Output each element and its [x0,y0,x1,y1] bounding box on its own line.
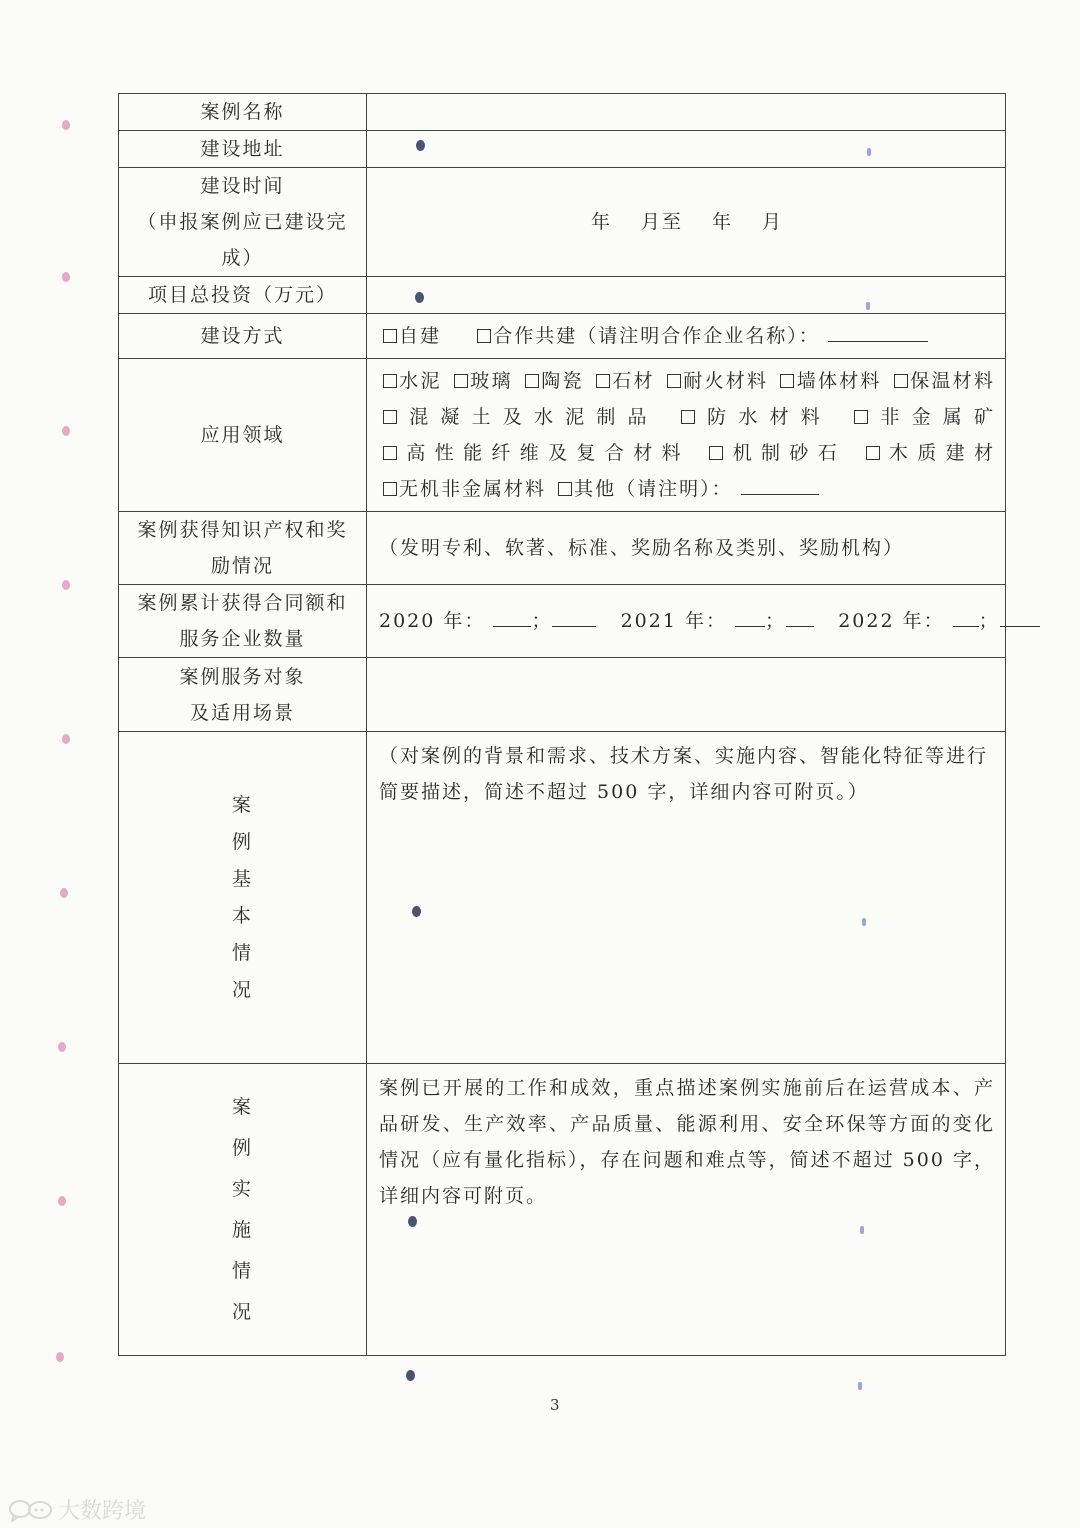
checkbox-icon [780,374,794,388]
checkbox-icon [709,446,723,460]
checkbox-icon [383,410,397,424]
label-contracts-line-1: 案例累计获得合同额和 [137,592,348,614]
label-char: 本 [231,904,253,927]
row-build-time [119,168,1006,277]
option-self-build[interactable]: 自建 [379,325,441,347]
checkbox-icon [596,374,610,388]
option-cement[interactable]: 水泥 [379,370,442,392]
row-build-method [119,314,1006,359]
row-case-name [119,94,1006,131]
label-service-targets-line-2: 及适用场景 [189,701,295,724]
field-build-time[interactable] [367,168,1006,277]
scan-dot [415,292,424,303]
label-ip-awards [119,512,367,585]
watermark [8,1494,146,1525]
label-investment: 项目总投资（万元） [119,277,367,314]
row-investment [119,277,1006,314]
option-refractory[interactable]: 耐火材料 [663,370,768,392]
label-ip-awards-line-2: 励情况 [210,555,274,577]
row-basic-info [119,732,1006,1064]
label-char: 况 [231,978,253,1001]
watermark-text: 大数跨境 [58,1499,147,1524]
punch-mark [60,888,68,898]
checkbox-icon [681,410,695,424]
field-contracts [367,585,1006,658]
option-manufactured-sand[interactable]: 机制砂石 [705,442,846,464]
option-concrete[interactable]: 混凝土及水泥制品 [379,406,659,428]
field-address[interactable] [367,131,1006,168]
option-ceramics[interactable]: 陶瓷 [521,370,584,392]
field-basic-info[interactable]: （对案例的背景和需求、技术方案、实施内容、智能化特征等进行简要描述，简述不超过 500 字，详细内容可附页。） [367,732,1006,1064]
row-service-targets [119,658,1006,732]
option-insulation[interactable]: 保温材料 [890,370,995,392]
year-2021-label: 2021 年： [620,610,727,632]
year-2022-label: 2022 年： [838,610,945,632]
scan-dot [412,906,421,917]
label-implementation [119,1064,367,1356]
contract-2022-blank[interactable] [953,608,979,627]
field-application [367,359,1006,512]
companies-2020-blank[interactable] [552,608,596,627]
checkbox-icon [383,446,397,460]
checkbox-icon [558,482,572,496]
checkbox-icon [454,374,468,388]
checkbox-icon [383,374,397,388]
label-char: 案 [231,1095,253,1118]
label-basic-info [119,732,367,1064]
field-build-method [367,314,1006,359]
punch-mark [62,580,70,590]
checkbox-icon [383,482,397,496]
label-char: 例 [231,830,253,853]
year-2020-label: 2020 年： [379,610,486,632]
contract-2021-blank[interactable] [735,608,765,627]
separator: ； [765,610,787,632]
punch-mark [58,1196,66,1206]
companies-2021-blank[interactable] [786,608,814,627]
field-investment[interactable] [367,277,1006,314]
punch-mark [62,426,70,436]
punch-mark [62,734,70,744]
label-char: 情 [231,1259,253,1282]
checkbox-icon [667,374,681,388]
separator: ； [978,610,1000,632]
scan-dot [862,918,866,926]
build-time-text: 年 月至 年 月 [590,211,784,233]
punch-mark [62,272,70,282]
label-char: 基 [231,867,253,890]
label-case-name: 案例名称 [119,94,367,131]
label-ip-awards-line-1: 案例获得知识产权和奖 [137,519,348,541]
checkbox-icon [383,329,397,343]
label-char: 施 [231,1218,253,1241]
field-case-name[interactable] [367,94,1006,131]
scan-dot [416,140,425,151]
label-build-time-line-3: 成） [221,247,264,269]
row-address [119,131,1006,168]
checkbox-icon [854,410,868,424]
case-application-form [118,93,1006,1356]
scan-dot [408,1216,417,1227]
checkbox-icon [866,446,880,460]
row-application [119,359,1006,512]
scan-dot [406,1370,415,1381]
label-char: 案 [231,793,253,816]
label-char: 情 [231,941,253,964]
chat-bubbles-icon [8,1498,54,1522]
option-wall-materials[interactable]: 墙体材料 [776,370,881,392]
scan-dot [867,148,871,156]
other-field-blank[interactable] [741,476,819,495]
label-contracts-line-2: 服务企业数量 [179,628,306,650]
separator: ； [531,610,553,632]
scan-dot [866,302,870,310]
label-build-method: 建设方式 [119,314,367,359]
label-build-time [119,168,367,277]
row-implementation [119,1064,1006,1356]
checkbox-icon [894,374,908,388]
option-cooperative-build[interactable]: 合作共建（请注明合作企业名称）： [473,325,820,347]
label-application: 应用领域 [119,359,367,512]
row-contracts [119,585,1006,658]
label-build-time-line-1: 建设时间 [200,175,285,197]
partner-name-blank[interactable] [828,323,928,342]
field-implementation[interactable]: 案例已开展的工作和成效，重点描述案例实施前后在运营成本、产品研发、生产效率、产品质量、能源利用、安全环保等方面的变化情况（应有量化指标），存在问题和难点等，简述不超过 500 字，详细内容可附页。 [367,1064,1006,1356]
label-char: 例 [231,1136,253,1159]
option-waterproof[interactable]: 防水材料 [677,406,832,428]
scan-dot [860,1226,864,1234]
field-ip-awards[interactable]: （发明专利、软著、标准、奖励名称及类别、奖励机构） [367,512,1006,585]
option-other[interactable]: 其他（请注明）： [554,478,733,500]
label-char: 况 [231,1300,253,1323]
contract-2020-blank[interactable] [493,608,531,627]
checkbox-icon [525,374,539,388]
page-number: 3 [550,1396,560,1414]
punch-mark [56,1352,64,1362]
scan-dot [858,1382,862,1390]
checkbox-icon [477,329,491,343]
field-service-targets[interactable] [367,658,1006,732]
label-service-targets-line-1: 案例服务对象 [179,665,306,688]
row-ip-awards [119,512,1006,585]
option-high-performance-fiber[interactable]: 高性能纤维及复合材料 [379,442,690,464]
label-build-time-line-2: （申报案例应已建设完 [137,211,348,233]
option-wood-building[interactable]: 木质建材 [862,442,995,464]
label-address: 建设地址 [119,131,367,168]
option-glass[interactable]: 玻璃 [450,370,513,392]
option-nonmetal-mining[interactable]: 非金属矿 [850,406,995,428]
option-stone[interactable]: 石材 [592,370,655,392]
option-inorganic-nonmetal[interactable]: 无机非金属材料 [379,478,546,500]
punch-mark [58,1042,66,1052]
label-service-targets [119,658,367,732]
companies-2022-blank[interactable] [1000,608,1040,627]
label-char: 实 [231,1177,253,1200]
label-contracts [119,585,367,658]
punch-mark [62,120,70,130]
